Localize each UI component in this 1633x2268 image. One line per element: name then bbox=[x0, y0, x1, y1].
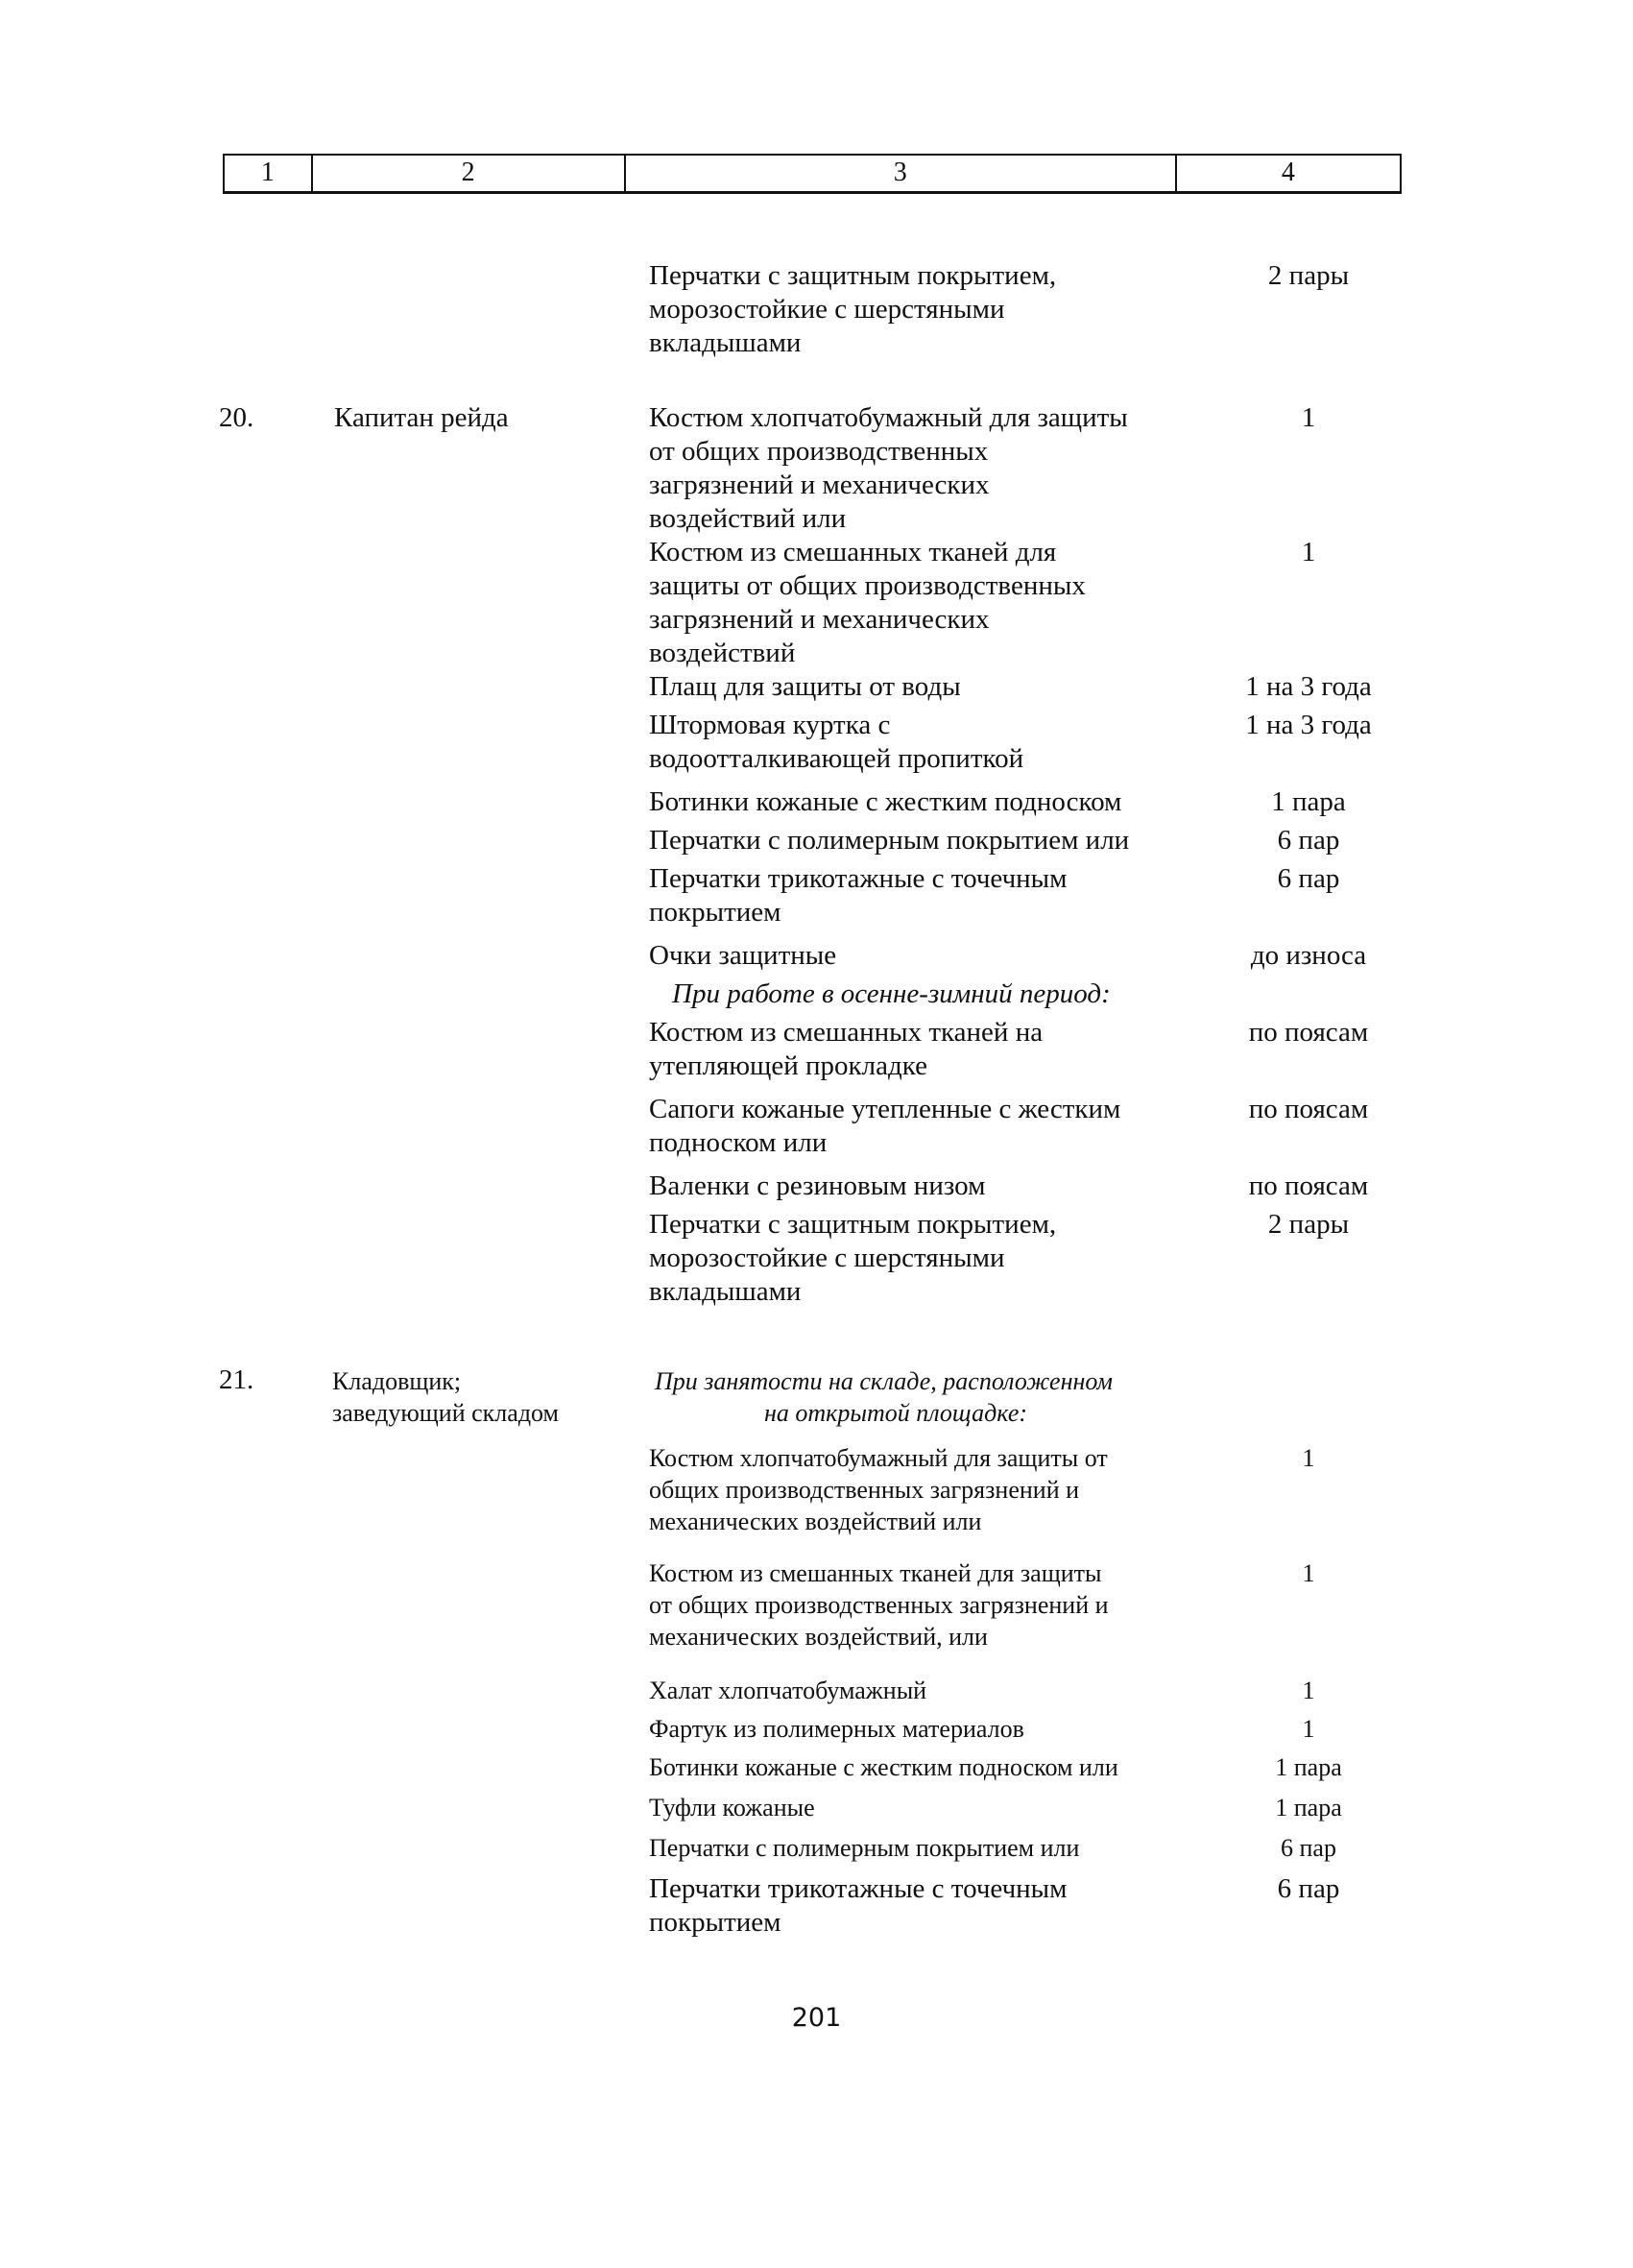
item-qty: до износа bbox=[1250, 940, 1367, 971]
item-line: Перчатки с полимерным покрытием или bbox=[649, 825, 1130, 856]
item-line: воздействий bbox=[649, 638, 796, 668]
item-line: вкладышами bbox=[649, 1276, 802, 1307]
item-line: механических воздействий, или bbox=[649, 1623, 988, 1651]
item-line: морозостойкие с шерстяными bbox=[649, 294, 1005, 325]
item-line: Плащ для защиты от воды bbox=[649, 671, 961, 702]
item-line: Перчатки с защитным покрытием, bbox=[649, 260, 1057, 291]
column-header-2: 2 bbox=[313, 156, 626, 191]
item-line: Костюм из смешанных тканей на bbox=[649, 1017, 1044, 1048]
section-heading: При работе в осенне-зимний период: bbox=[672, 978, 1111, 1009]
item-line: загрязнений и механических bbox=[649, 604, 990, 635]
item-line: механических воздействий или bbox=[649, 1508, 982, 1535]
item-line: вкладышами bbox=[649, 327, 802, 358]
item-qty: 6 пар bbox=[1277, 825, 1340, 856]
item-qty: по поясам bbox=[1248, 1094, 1369, 1124]
item-qty: 1 bbox=[1301, 537, 1316, 567]
item-line: от общих производственных загрязнений и bbox=[649, 1591, 1109, 1619]
item-line: Штормовая куртка с bbox=[649, 710, 891, 740]
item-qty: по поясам bbox=[1248, 1017, 1369, 1048]
item-qty: 6 пар bbox=[1277, 863, 1340, 894]
item-qty: 1 пара bbox=[1275, 1753, 1342, 1781]
item-qty: 1 bbox=[1301, 402, 1316, 433]
item-line: Перчатки трикотажные с точечным bbox=[649, 1873, 1068, 1904]
item-qty: 1 пара bbox=[1271, 786, 1346, 817]
item-line: Туфли кожаные bbox=[649, 1794, 815, 1822]
item-line: Перчатки с защитным покрытием, bbox=[649, 1209, 1057, 1240]
item-line: водоотталкивающей пропиткой bbox=[649, 743, 1024, 774]
item-line: Костюм из смешанных тканей для защиты bbox=[649, 1559, 1102, 1587]
item-line: утепляющей прокладке bbox=[649, 1050, 927, 1081]
item-line: Костюм хлопчатобумажный для защиты от bbox=[649, 1444, 1108, 1472]
section-heading: При занятости на складе, расположенном bbox=[655, 1367, 1113, 1395]
item-line: Ботинки кожаные с жестким подноском или bbox=[649, 1753, 1118, 1781]
item-line: Перчатки с полимерным покрытием или bbox=[649, 1834, 1080, 1862]
item-line: покрытием bbox=[649, 1907, 781, 1938]
profession-name: Кладовщик; bbox=[332, 1367, 462, 1395]
item-qty: 2 пары bbox=[1267, 1209, 1350, 1240]
item-line: Костюм хлопчатобумажный для защиты bbox=[649, 402, 1128, 433]
item-line: Валенки с резиновым низом bbox=[649, 1170, 986, 1201]
item-line: Очки защитные bbox=[649, 940, 837, 971]
item-qty: 6 пар bbox=[1281, 1834, 1336, 1862]
row-number: 20. bbox=[219, 402, 254, 433]
item-line: Халат хлопчатобумажный bbox=[649, 1677, 927, 1704]
item-qty: 6 пар bbox=[1277, 1873, 1340, 1904]
item-qty: 1 на 3 года bbox=[1245, 671, 1372, 702]
item-line: общих производственных загрязнений и bbox=[649, 1476, 1080, 1504]
item-qty: 1 bbox=[1302, 1677, 1315, 1704]
item-qty: 1 bbox=[1302, 1444, 1315, 1472]
item-line: Сапоги кожаные утепленные с жестким bbox=[649, 1094, 1121, 1124]
column-header-3: 3 bbox=[626, 156, 1177, 191]
item-line: загрязнений и механических bbox=[649, 470, 990, 500]
item-line: от общих производственных bbox=[649, 436, 989, 467]
page-number: 201 bbox=[791, 2003, 842, 2033]
item-line: защиты от общих производственных bbox=[649, 570, 1086, 601]
item-qty: 1 на 3 года bbox=[1245, 710, 1372, 740]
item-qty: 1 bbox=[1302, 1559, 1315, 1587]
profession-name: Капитан рейда bbox=[334, 402, 509, 433]
profession-name: заведующий складом bbox=[332, 1399, 560, 1427]
item-qty: 1 bbox=[1302, 1715, 1315, 1743]
item-line: подноском или bbox=[649, 1127, 828, 1158]
item-line: Фартук из полимерных материалов bbox=[649, 1715, 1024, 1743]
column-header-row bbox=[223, 154, 1402, 194]
row-number: 21. bbox=[219, 1364, 254, 1395]
item-qty: по поясам bbox=[1248, 1170, 1369, 1201]
item-qty: 1 пара bbox=[1275, 1794, 1342, 1822]
section-heading: на открытой площадке: bbox=[764, 1399, 1028, 1427]
item-line: покрытием bbox=[649, 897, 781, 928]
item-line: Ботинки кожаные с жестким подноском bbox=[649, 786, 1122, 817]
item-line: морозостойкие с шерстяными bbox=[649, 1243, 1005, 1273]
column-header-4: 4 bbox=[1281, 157, 1295, 187]
item-line: воздействий или bbox=[649, 503, 847, 534]
item-qty: 2 пары bbox=[1267, 260, 1350, 291]
item-line: Костюм из смешанных тканей для bbox=[649, 537, 1057, 567]
column-header-1: 1 bbox=[225, 156, 313, 191]
item-line: Перчатки трикотажные с точечным bbox=[649, 863, 1068, 894]
